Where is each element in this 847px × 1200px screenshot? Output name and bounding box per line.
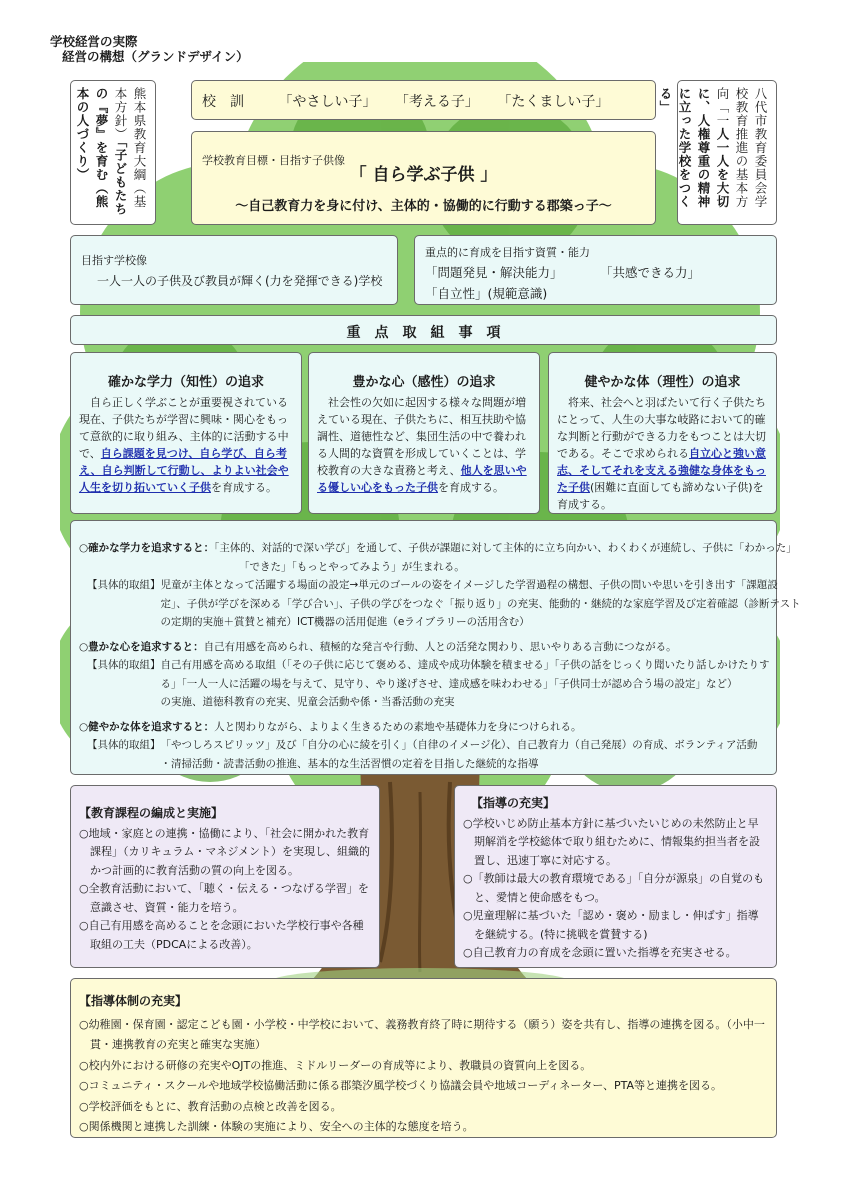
body-line [79, 718, 768, 737]
system-title: 【指導体制の充実】 [79, 994, 188, 1008]
body-tag: 【具体的取組】 [87, 739, 161, 751]
header-line2: 経営の構想（グランドデザイン） [62, 49, 249, 64]
guidance-item: ○児童理解に基づいた「認め・褒め・励まし・伸ばす」指導を継続する。(特に挑戦を賞賛する) [463, 909, 759, 941]
pillar-heart-post: を育成する。 [438, 481, 504, 494]
pillar-heart-text [317, 394, 531, 496]
priority-title: 重 点 取 組 事 項 [346, 325, 501, 341]
heart-text: 自己有用感を高められ、積極的な発言や行動、人との活発な関わり、思いやりある言動につながる。 [203, 640, 677, 653]
curriculum-item: ○自己有用感を高めることを念頭においた学校行事や各種取組の工夫（PDCAによる改善）。 [79, 919, 364, 951]
education-goal-box [191, 131, 656, 225]
pillar-body-emph: 自立心と強い意志、そしてそれを支える強健な身体をもった子供 [557, 447, 766, 494]
academic-line [79, 539, 797, 558]
pillar-intellect-text [79, 394, 293, 496]
page-header [50, 34, 450, 64]
motto-label: 校 訓 [202, 94, 244, 110]
system-item: ○学校評価をもとに、教育活動の点検と改善を図る。 [79, 1099, 342, 1113]
kumamoto-policy-body: 「子どもたちの『夢』を育む（熊本の人づくり） [75, 87, 128, 216]
heart-ex1: 自己有用感を高める取組（「その子供に応じて褒める、達成や成功体験を積ませる」「子供の話をじっくり聞いたり話しかけたりす [160, 659, 770, 671]
pillar-body-title: 健やかな体（理性）の追求 [584, 375, 741, 390]
curriculum-list [79, 825, 371, 955]
yatsushiro-direction-title: 八代市教育委員会学校教育推進の基本方向「一 [715, 87, 768, 209]
heart-ex3: の実施、道徳科教育の充実、児童会活動や係・当番活動の充実 [160, 696, 455, 708]
body-text: 人と関わりながら、よりよく生きるための素地や基礎体力を身につけられる。 [214, 720, 582, 733]
yatsushiro-direction-box [658, 80, 777, 225]
guidance-list [463, 815, 768, 963]
pillar-body-post: (困難に直面しても諦めない子供)を育成する。 [557, 481, 764, 511]
body-ex1: 「やつしろスピリッツ」及び「自分の心に綾を引く」（自律のイメージ化）、自己教育力（自己発展）の育成、ボランティア活動 [160, 739, 758, 751]
system-item: ○校内外における研修の充実やOJTの推進、ミドルリーダーの育成等により、教職員の資質向上を図る。 [79, 1058, 592, 1072]
goal-label: 学校教育目標・目指す子供像 [202, 154, 345, 167]
ability-empathy: 「共感できる力」 [600, 265, 701, 280]
school-image-text: 一人一人の子供及び教員が輝く(力を発揮できる)学校 [97, 274, 383, 288]
body-lead: ○健やかな体を追求すると： [79, 720, 215, 733]
system-item: ○関係機関と連携した訓練・体験の実施により、安全への主体的な態度を培う。 [79, 1120, 474, 1133]
heart-ex2: る」「一人一人に活躍の場を与えて、見守り、やり遂げさせ、達成感を味わわせる」「子供同士が認め合う場の設定」など） [160, 677, 738, 690]
pillar-intellect-box [70, 352, 302, 514]
kumamoto-policy-text [73, 87, 149, 219]
curriculum-item: ○地域・家庭との連携・協働により、「社会に開かれた教育課程」（カリキュラム・マネジメント）を実現し、組織的かつ計画的に教育活動の質の向上を図る。 [79, 826, 371, 877]
abilities-box [414, 235, 777, 305]
school-image-label: 目指す学校像 [81, 254, 147, 267]
academic-tag: 【具体的取組】 [87, 579, 161, 591]
guidance-item: ○学校いじめ防止基本方針に基づいたいじめの未然防止と早期解消を学校総体で取り組むために、情報集約担当者を設置し、迅速丁寧に対応する。 [463, 816, 760, 867]
school-motto-box [191, 80, 656, 120]
system-item: ○幼稚園・保育園・認定こども園・小学校・中学校において、義務教育終了時に期待する（願う）姿を共有し、指導の連携を図る。（小中一貫・連携教育の充実と確実な実施） [79, 1017, 765, 1051]
pillar-intellect-title: 確かな学力（知性）の追求 [107, 375, 264, 390]
system-box [70, 978, 777, 1138]
kumamoto-policy-title: 熊本県教育大綱（基本方針） [113, 87, 147, 209]
motto-item-3: 「たくましい子」 [497, 94, 610, 110]
heart-line [79, 638, 768, 657]
school-image-box [70, 235, 398, 305]
academic-ex1: 児童が主体となって活躍する場面の設定→単元のゴールの姿をイメージした学習過程の構想、子供の問いや思いを引き出す「課題設 [160, 579, 778, 591]
yatsushiro-direction-body: 人一人を大切に、人権尊重の精神に立った学校をつくる」 [658, 87, 730, 209]
body-examples [79, 736, 768, 773]
academic-text1: 「主体的、対話的で深い学び」を通して、子供が課題に対して主体的に立ち向かい、わくわくが連続し、子供に「わかった」 [214, 542, 797, 554]
priority-title-bar [70, 315, 777, 345]
pillar-body-box [548, 352, 777, 514]
motto-item-2: 「考える子」 [394, 94, 479, 110]
ability-problem-solving: 「問題発見・解決能力」 [425, 265, 563, 280]
academic-examples [79, 576, 801, 632]
pillar-intellect-post: を育成する。 [211, 481, 277, 494]
curriculum-title: 【教育課程の編成と実施】 [79, 806, 224, 820]
pillar-heart-emph: 他人を思いやる優しい心をもった子供 [317, 464, 527, 494]
heart-examples [79, 656, 768, 712]
system-item: ○コミュニティ・スクールや地域学校協働活動に係る郡築汐風学校づくり協議会員や地域コーディネーター、PTA等と連携を図る。 [79, 1079, 722, 1092]
kumamoto-policy-box [70, 80, 156, 225]
heart-tag: 【具体的取組】 [87, 659, 161, 671]
academic-ex3: の定期的実施＋賞賛と補充）ICT機器の活用促進（eライブラリーの活用含む） [160, 616, 530, 628]
pillar-intellect-pre: 自ら正しく学ぶことが重要視されている現在、子供たちが学習に興味・関心をもって意欲的に取り組み、主体的に活動する中で、 [79, 396, 289, 460]
motto-item-1: 「やさしい子」 [278, 94, 377, 110]
pillar-intellect-emph: 自ら課題を見つけ、自ら学び、自ら考え、自ら判断して行動し、よりよい社会や人生を切り拓いていく子供 [79, 447, 289, 494]
academic-ex2: 定」、子供が学びを深める「学び合い」、子供の学びをつなぐ「振り返り」の充実、能動的・継続的な家庭学習及び定着確認（診断テスト [160, 597, 801, 610]
pillar-body-text [557, 394, 768, 513]
ability-independence: 「自立性」(規範意識) [425, 286, 548, 301]
academic-text2: 「できた」「もっとやってみよう」が生まれる。 [239, 560, 465, 573]
guidance-item: ○「教師は最大の教育環境である」「自分が源泉」の自覚のもと、愛情と使命感をもつ。 [463, 872, 765, 904]
pillar-heart-box [308, 352, 540, 514]
details-box [70, 520, 801, 775]
body-ex2: ・清掃活動・読書活動の推進、基本的な生活習慣の定着を目指した継続的な指導 [160, 757, 539, 770]
heart-lead: ○豊かな心を追求すると： [79, 640, 204, 653]
curriculum-box [70, 785, 380, 968]
pillar-heart-pre: 社会性の欠如に起因する様々な問題が増えている現在、子供たちに、相互扶助や協調性、道徳性など、集団生活の中で養われる人間的な資質を形成していくことは、学校教育の大きな責務と考え、 [317, 396, 526, 477]
abilities-label: 重点的に育成を目指す資質・能力 [425, 246, 590, 259]
goal-main: 「 自ら学ぶ子供 」 [349, 165, 498, 185]
header-line1: 学校経営の実際 [50, 34, 138, 49]
abilities-row1 [425, 263, 766, 281]
curriculum-item: ○全教育活動において、「聴く・伝える・つなげる学習」を意識させ、資質・能力を培う。 [79, 882, 369, 914]
guidance-item: ○自己教育力の育成を念頭に置いた指導を充実させる。 [463, 946, 737, 959]
pillar-body-pre: 将来、社会へと羽ばたいて行く子供たちにとって、人生の大事な岐路において的確な判断と行動ができる力をもつことは大切である。そこで求められる [557, 396, 766, 460]
guidance-box [454, 785, 777, 968]
guidance-title: 【指導の充実】 [471, 796, 556, 810]
goal-sub: ～自己教育力を身に付け、主体的・協働的に行動する郡築っ子～ [235, 199, 612, 214]
yatsushiro-direction-text [656, 87, 770, 219]
pillar-heart-title: 豊かな心（感性）の追求 [352, 375, 496, 390]
system-list [79, 1015, 768, 1138]
academic-lead: ○確かな学力を追求すると： [79, 542, 215, 554]
